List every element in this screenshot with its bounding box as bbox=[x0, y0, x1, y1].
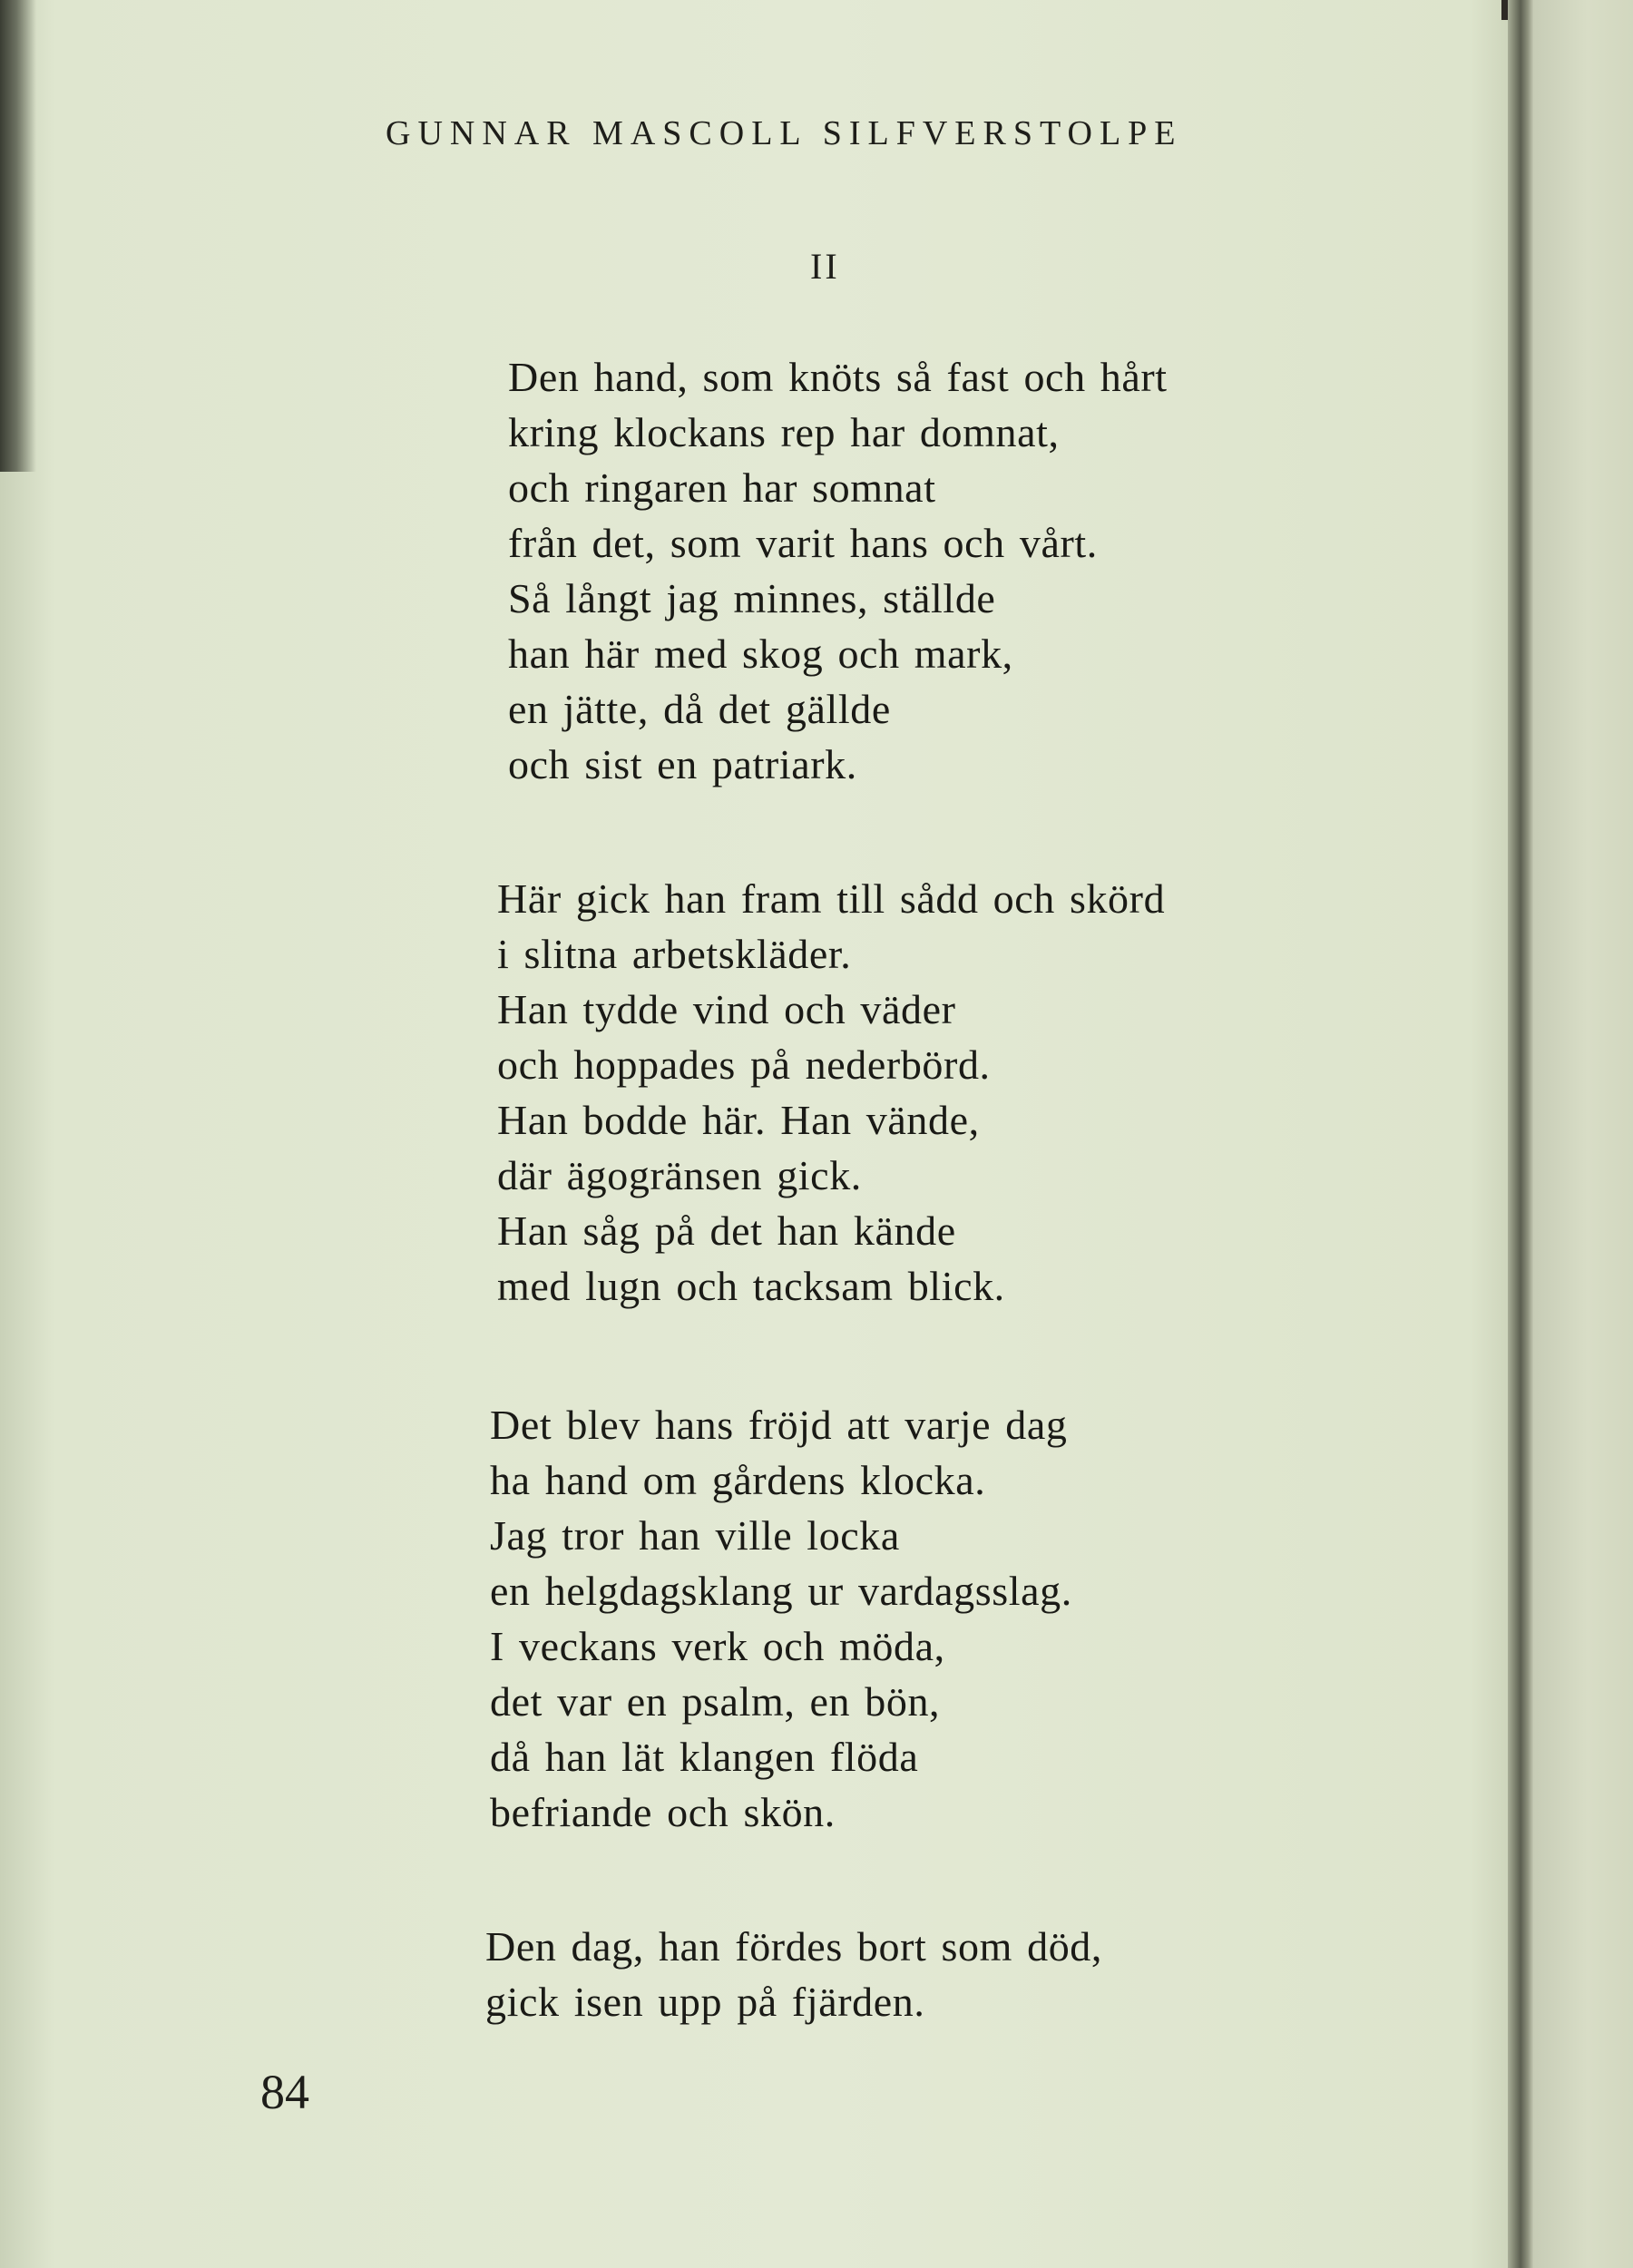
verse-line: kring klockans rep har domnat, bbox=[508, 409, 1060, 455]
verse-line: Jag tror han ville locka bbox=[490, 1512, 900, 1559]
page-number: 84 bbox=[260, 2065, 309, 2119]
verse-line: Det blev hans fröjd att varje dag bbox=[490, 1402, 1068, 1448]
section-number: II bbox=[810, 246, 840, 287]
verse-line: och sist en patriark. bbox=[508, 741, 857, 787]
adjacent-page-edge bbox=[1533, 0, 1633, 2268]
verse-line: i slitna arbetskläder. bbox=[497, 931, 852, 977]
verse-line: det var en psalm, en bön, bbox=[490, 1678, 941, 1725]
running-header: GUNNAR MASCOLL SILFVERSTOLPE bbox=[386, 114, 1183, 152]
stanza-2 bbox=[497, 871, 1165, 1314]
verse-line: Här gick han fram till sådd och skörd bbox=[497, 875, 1166, 922]
verse-line: befriande och skön. bbox=[490, 1789, 836, 1835]
book-gutter bbox=[1508, 0, 1533, 2268]
verse-line: Han bodde här. Han vände, bbox=[497, 1097, 980, 1143]
verse-line: en helgdagsklang ur vardagsslag. bbox=[490, 1568, 1072, 1614]
stanza-4 bbox=[485, 1919, 1102, 2029]
verse-line: Den dag, han fördes bort som död, bbox=[485, 1923, 1103, 1970]
verse-line: från det, som varit hans och vårt. bbox=[508, 520, 1098, 566]
verse-line: Han såg på det han kände bbox=[497, 1207, 956, 1254]
verse-line: Han tydde vind och väder bbox=[497, 986, 956, 1032]
verse-line: med lugn och tacksam blick. bbox=[497, 1263, 1005, 1309]
verse-line: gick isen upp på fjärden. bbox=[485, 1979, 925, 2025]
verse-line: ha hand om gårdens klocka. bbox=[490, 1457, 986, 1503]
verse-line: han här med skog och mark, bbox=[508, 631, 1013, 677]
verse-line: en jätte, då det gällde bbox=[508, 686, 891, 732]
binding-shadow bbox=[0, 0, 36, 472]
stanza-1 bbox=[508, 349, 1168, 792]
verse-line: I veckans verk och möda, bbox=[490, 1623, 945, 1669]
verse-line: där ägogränsen gick. bbox=[497, 1152, 862, 1198]
verse-line: då han lät klangen flöda bbox=[490, 1734, 919, 1780]
verse-line: Så långt jag minnes, ställde bbox=[508, 575, 996, 621]
verse-line: Den hand, som knöts så fast och hårt bbox=[508, 354, 1168, 400]
stanza-3 bbox=[490, 1397, 1072, 1840]
verse-line: och hoppades på nederbörd. bbox=[497, 1041, 991, 1088]
verse-line: och ringaren har somnat bbox=[508, 464, 936, 511]
